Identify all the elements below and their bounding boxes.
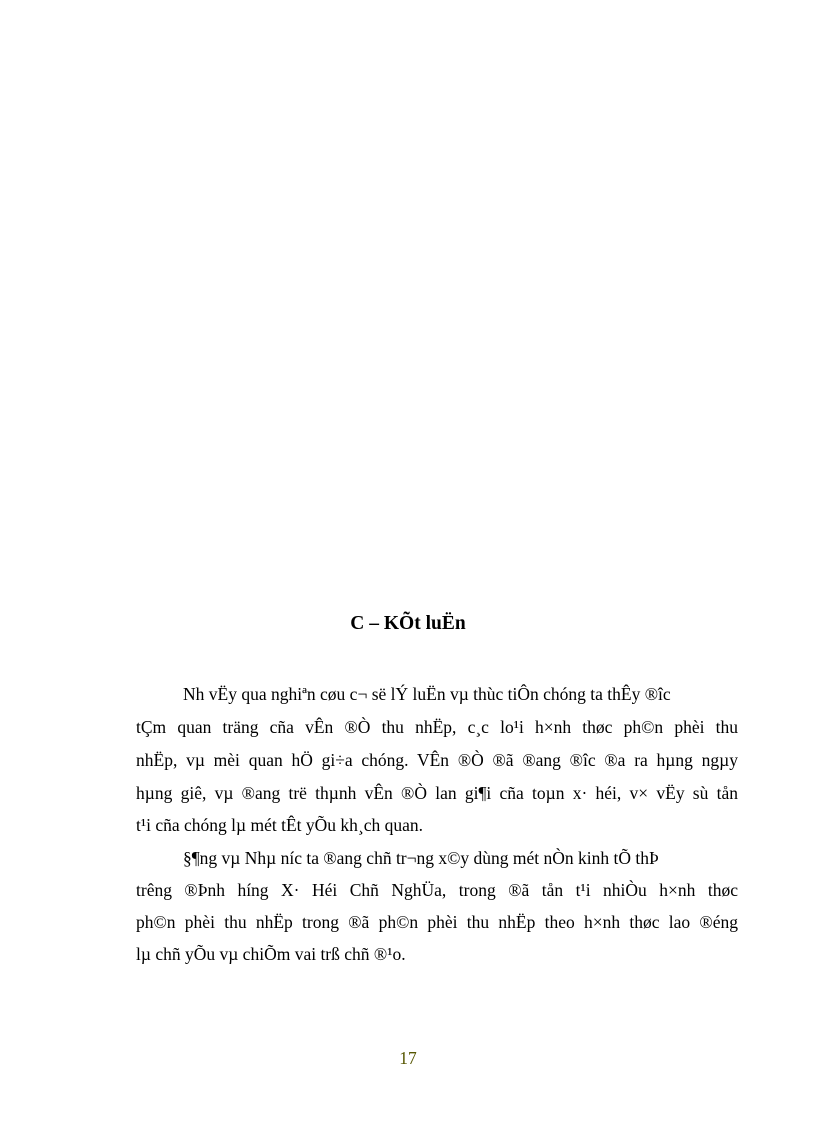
paragraph-line: trêng ®Þnh híng X· Héi Chñ NghÜa, trong ®ã tån t¹i nhiÒu h×nh thøc [136, 880, 738, 900]
paragraph-line: hµng giê, vµ ®ang trë thµnh vÊn ®Ò lan gi¶i cña toµn x· héi, v× vËy sù tån [136, 783, 738, 803]
paragraph-line: nhËp, vµ mèi quan hÖ gi÷a chóng. VÊn ®Ò ®ã ®ang ®îc ®a ra hµng ngµy [136, 750, 738, 770]
paragraph-line: §¶ng vµ Nhµ níc ta ®ang chñ tr¬ng x©y dùng mét nÒn kinh tÕ thÞ [183, 848, 659, 868]
paragraph-line: lµ chñ yÕu vµ chiÕm vai trß chñ ®¹o. [136, 944, 406, 964]
paragraph-line: ph©n phèi thu nhËp trong ®ã ph©n phèi thu nhËp theo h×nh thøc lao ®éng [136, 912, 738, 932]
section-heading: C – KÕt luËn [350, 613, 466, 634]
paragraph-line: t¹i cña chóng lµ mét tÊt yÕu kh¸ch quan. [136, 815, 423, 835]
page-number: 17 [399, 1048, 417, 1068]
paragraph-line: tÇm quan träng cña vÊn ®Ò thu nhËp, c¸c lo¹i h×nh thøc ph©n phèi thu [136, 717, 738, 737]
paragraph-line: Nh vËy qua nghiªn cøu c¬ së lÝ luËn vµ thùc tiÔn chóng ta thÊy ®îc [183, 684, 671, 704]
